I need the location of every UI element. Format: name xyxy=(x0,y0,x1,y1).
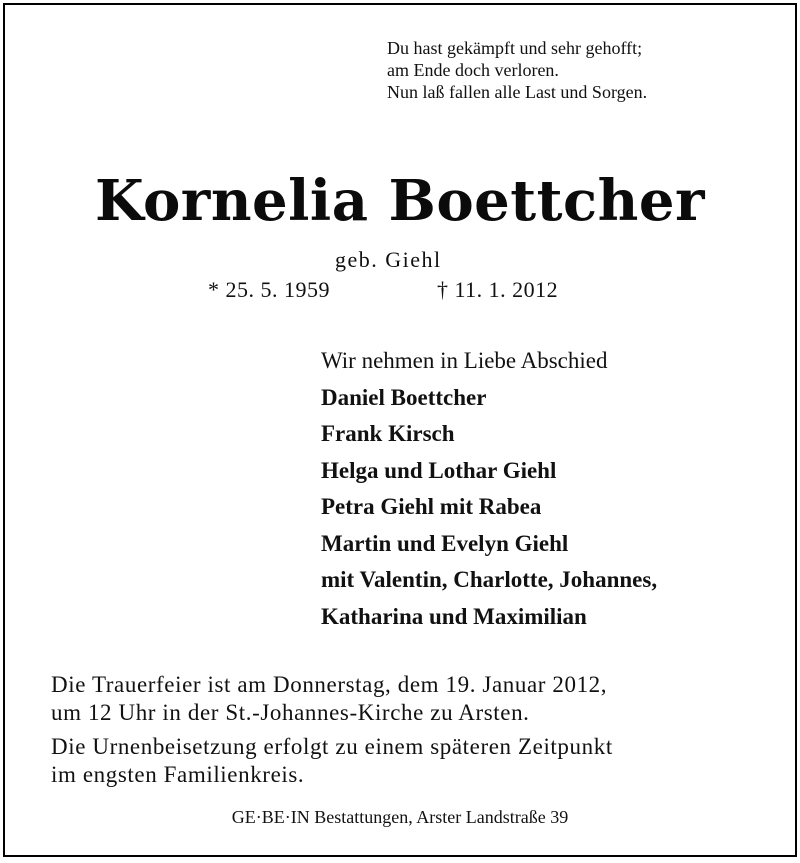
mourner-name: Martin und Evelyn Giehl xyxy=(321,530,569,556)
obituary-notice xyxy=(3,3,797,857)
mourner-name: Daniel Boettcher xyxy=(321,384,487,410)
memorial-poem xyxy=(387,37,647,103)
poem-line: Nun laß fallen alle Last und Sorgen. xyxy=(387,82,648,102)
maiden-name: geb. Giehl xyxy=(335,247,442,272)
death-date: † 11. 1. 2012 xyxy=(437,277,559,302)
funeral-service-text xyxy=(51,671,613,727)
funeral-information xyxy=(51,671,613,795)
mourners-list xyxy=(321,343,657,635)
mourner-name: Petra Giehl mit Rabea xyxy=(321,494,542,519)
text-line: Die Urnenbeisetzung erfolgt zu einem späteren Zeitpunkt xyxy=(51,734,613,759)
farewell-intro: Wir nehmen in Liebe Abschied xyxy=(321,348,608,373)
poem-line: am Ende doch verloren. xyxy=(387,60,559,80)
mourner-name: mit Valentin, Charlotte, Johannes, xyxy=(321,567,658,592)
text-line: im engsten Familienkreis. xyxy=(51,762,305,787)
mourner-name: Helga und Lothar Giehl xyxy=(321,457,557,483)
text-line: um 12 Uhr in der St.-Johannes-Kirche zu Arsten. xyxy=(51,700,530,725)
urn-burial-text xyxy=(51,733,613,789)
poem-line: Du hast gekämpft und sehr gehofft; xyxy=(387,38,643,58)
text-line: Die Trauerfeier ist am Donnerstag, dem 19. Januar 2012, xyxy=(51,672,608,697)
mourner-name: Frank Kirsch xyxy=(321,421,455,446)
undertaker-address: GE·BE·IN Bestattungen, Arster Landstraße 39 xyxy=(231,807,569,827)
mourner-name: Katharina und Maximilian xyxy=(321,603,587,629)
deceased-name: Kornelia Boettcher xyxy=(95,168,705,234)
birth-date: * 25. 5. 1959 xyxy=(208,277,330,302)
